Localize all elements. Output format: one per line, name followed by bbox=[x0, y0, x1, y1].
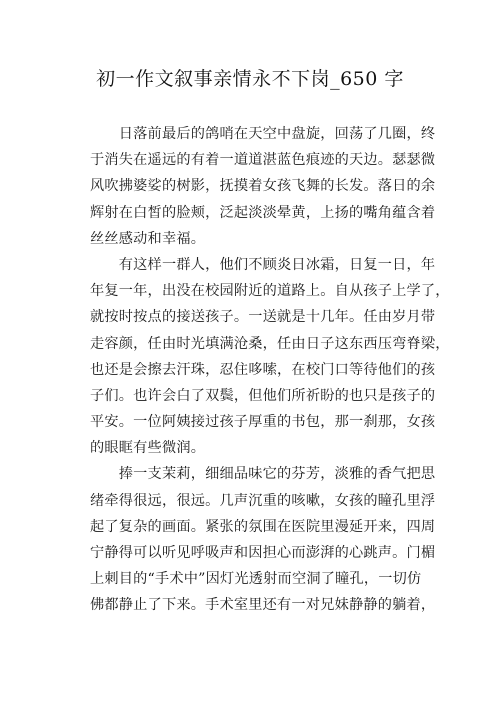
text-line: 于消失在遥远的有着一道道湛蓝色痕迹的天边。瑟瑟微 bbox=[90, 152, 436, 169]
text-line: 有这样一群人，他们不顾炎日冰霜，日复一日，年 bbox=[90, 256, 436, 273]
text-line: 捧一支茉莉，细细品味它的芬芳，淡雅的香气把思 bbox=[90, 466, 436, 483]
text-line: 年复一年，出没在校园附近的道路上。自从孩子上学了， bbox=[90, 283, 450, 300]
text-line: 的眼眶有些微润。 bbox=[90, 440, 206, 457]
text-line: 走容颜，任由时光填满沧桑，任由日子这东西压弯脊梁， bbox=[90, 335, 450, 352]
paragraph-3 bbox=[90, 461, 436, 618]
text-line: 日落前最后的鸽哨在天空中盘旋，回荡了几圈，终 bbox=[90, 126, 436, 142]
text-line: 丝丝感动和幸福。 bbox=[90, 230, 206, 247]
text-line: 上刺目的“手术中”因灯光透射而空洞了瞳孔，一切仿 bbox=[90, 571, 422, 588]
text-line: 也还是会擦去汗珠，忍住哆嗦，在校门口等待他们的孩 bbox=[90, 361, 436, 378]
text-line: 辉射在白皙的脸颊，泛起淡淡晕黄，上扬的嘴角蕴含着 bbox=[90, 204, 436, 221]
text-line: 子们。也许会白了双鬓，但他们所祈盼的也只是孩子的 bbox=[90, 387, 436, 404]
document-title: 初一作文叙事亲情永不下岗_650 字 bbox=[96, 68, 404, 90]
text-line: 宁静得可以听见呼吸声和因担心而澎湃的心跳声。门楣 bbox=[90, 545, 436, 561]
text-line: 佛都静止了下来。手术室里还有一对兄妹静静的躺着， bbox=[90, 597, 436, 614]
text-line: 绪牵得很远，很远。几声沉重的咳嗽，女孩的瞳孔里浮 bbox=[90, 492, 436, 509]
text-line: 风吹拂婆娑的树影，抚摸着女孩飞舞的长发。落日的余 bbox=[90, 178, 436, 195]
document-body bbox=[90, 121, 450, 619]
text-line: 就按时按点的接送孩子。一送就是十几年。任由岁月带 bbox=[90, 309, 436, 326]
paragraph-2 bbox=[90, 252, 450, 462]
text-line: 平安。一位阿姨接过孩子厚重的书包，那一刹那，女孩 bbox=[90, 414, 436, 431]
paragraph-1 bbox=[90, 121, 436, 252]
text-line: 起了复杂的画面。紧张的氛围在医院里漫延开来，四周 bbox=[90, 518, 436, 535]
